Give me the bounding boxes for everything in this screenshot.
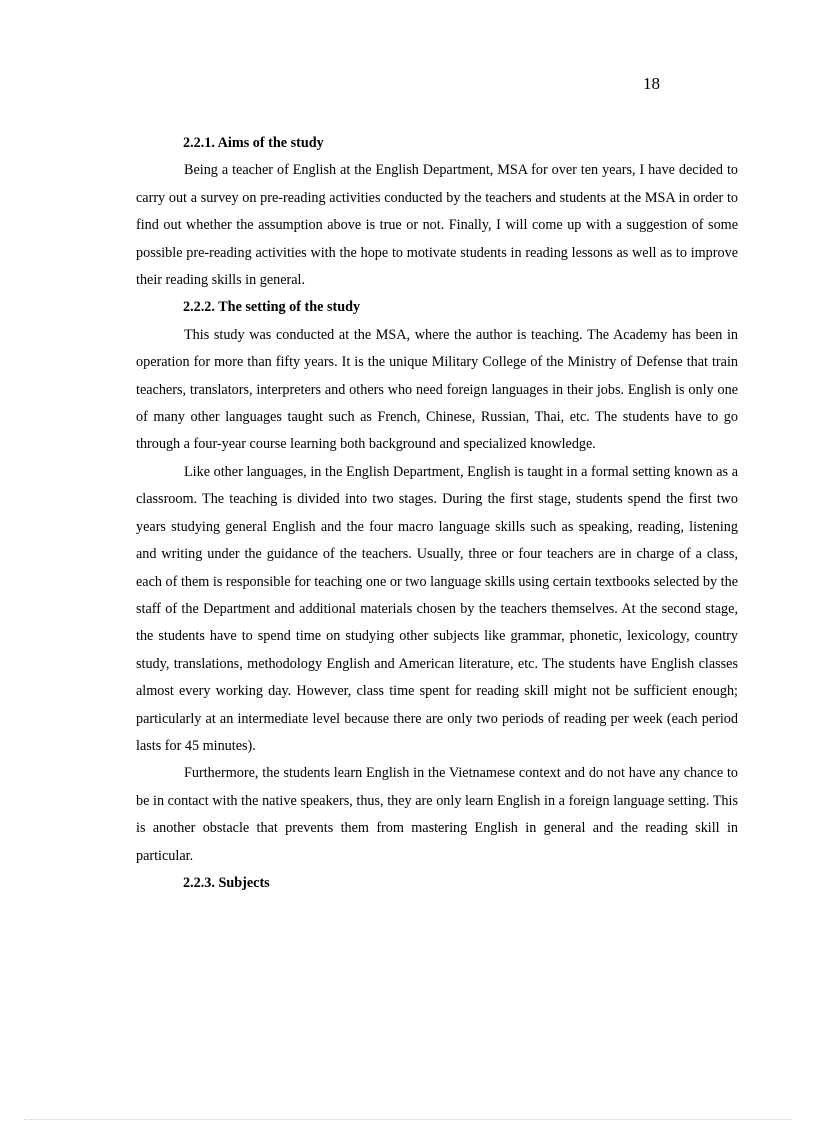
- paragraph-setting-academy: This study was conducted at the MSA, where the author is teaching. The Academy has been in operation for more than fifty years. It is the unique Military College of the Ministry of Defense that train teachers, translators, interpreters and others who need foreign languages in their jobs. English is only one of many other languages taught such as French, Chinese, Russian, Thai, etc. The students have to go through a four-year course learning both background and specialized knowledge.: [136, 326, 738, 453]
- document-body: [136, 130, 738, 897]
- paragraph-setting-context: Furthermore, the students learn English in the Vietnamese context and do not have any chance to be in contact with the native speakers, thus, they are only learn English in a foreign language setting. This is another obstacle that prevents them from mastering English in general and the reading skill in particular.: [136, 765, 738, 864]
- page-number: 18: [643, 74, 660, 93]
- page-bottom-border: [24, 1119, 792, 1120]
- section-heading-subjects: 2.2.3. Subjects: [183, 874, 270, 891]
- paragraph-setting-teaching: Like other languages, in the English Department, English is taught in a formal setting known as a classroom. The teaching is divided into two stages. During the first stage, students spend the first two years studying general English and the four macro language skills such as speaking, reading, listening and writing under the guidance of the teachers. Usually, three or four teachers are in charge of a class, each of them is responsible for teaching one or two language skills using certain textbooks selected by the staff of the Department and additional materials chosen by the teachers themselves. At the second stage, the students have to spend time on studying other subjects like grammar, phonetic, lexicology, country study, translations, methodology English and American literature, etc. The students have English classes almost every working day. However, class time spent for reading skill might not be sufficient enough; particularly at an intermediate level because there are only two periods of reading per week (each period lasts for 45 minutes).: [136, 463, 738, 754]
- paragraph-aims: Being a teacher of English at the English Department, MSA for over ten years, I have decided to carry out a survey on pre-reading activities conducted by the teachers and students at the MSA in order to find out whether the assumption above is true or not. Finally, I will come up with a suggestion of some possible pre-reading activities with the hope to motivate students in reading lessons as well as to improve their reading skills in general.: [136, 162, 738, 289]
- section-heading-setting: 2.2.2. The setting of the study: [183, 299, 361, 316]
- section-heading-aims: 2.2.1. Aims of the study: [183, 135, 324, 151]
